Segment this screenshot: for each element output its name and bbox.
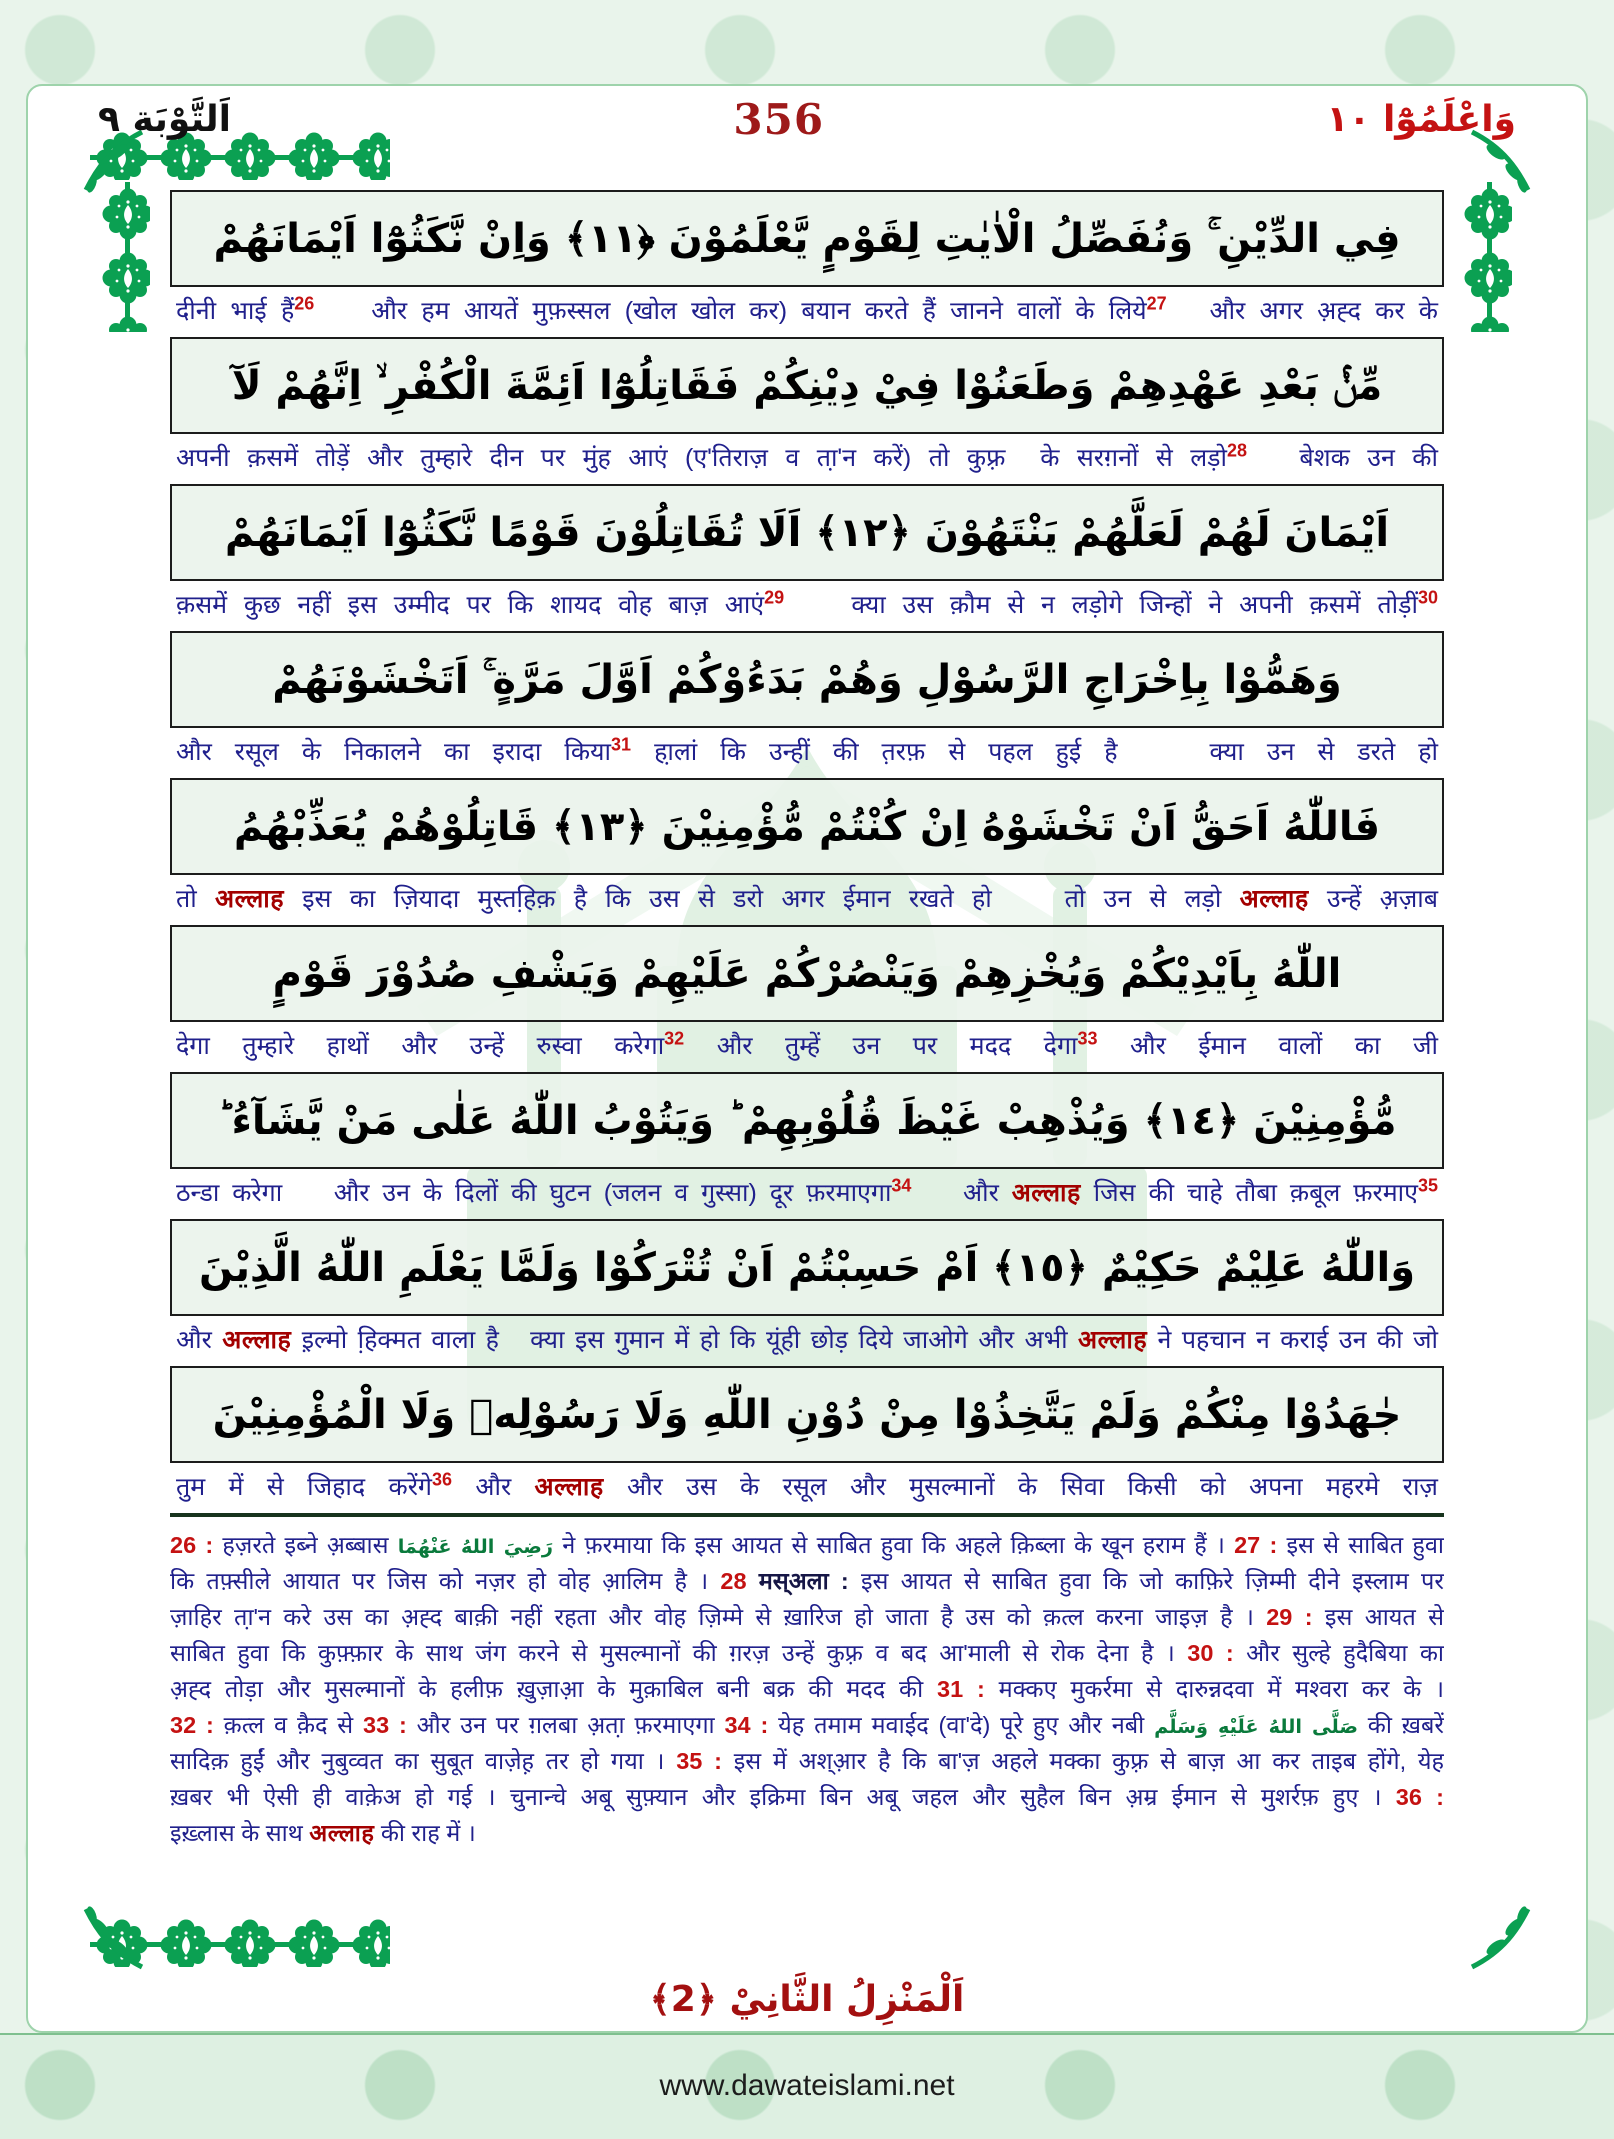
footnote-line: इख़्लास के साथ अल्लाह की राह में । [170,1820,476,1846]
quran-page-sheet [26,84,1588,2033]
footnote-line: 32 : क़त्ल व क़ैद से 33 : और उन पर ग़लबा अ़ता़ फ़रमाएगा 34 : येह तमाम मवाईद (वा'दे) पूरे हुए और नबी صَلَّى اللهُ عَلَيْهِ وَسَلَّم की ख़बरें [170,1712,1444,1738]
footer-band [0,2033,1614,2139]
content-column [170,190,1444,1917]
footnotes-block [170,1527,1444,1851]
footnote-line: कि तफ़्सीले आयात पर जिस को नज़र हो वोह आ़लिम है । 28 मस्अला : इस आयत से साबित हुवा कि जो काफ़िरे ज़िम्मी दीने इस्लाम पर [170,1568,1444,1594]
footnote-line: ख़बर भी ऐसी ही वाके़अ हो गई । चुनान्चे अबू सुफ़्यान और इक्रिमा बिन अबू जहल और सुहैल बिन अ़म्र ईमान से मुशर्रफ़ हुए । 36 : [170,1784,1444,1810]
hindi-translation-line: तुम में से जिहाद करेंगे$^{36}$ और अल्लाह और उस के रसूल और मुसल्मानों के सिवा किसी को अपना महरमे राज़ [176,1469,1438,1501]
footnote-line: ज़ाहिर ता़'न करे उस का अ़ह्द बाक़ी नहीं रहता और वोह ज़िम्मे से ख़ारिज हो जाता है उस को क़त्ल करना जाइज़ है । 29 : इस आयत से [170,1604,1444,1630]
footnote-line: 26 : हज़रते इब्ने अ़ब्बास رَضِيَ اللهُ عَنْهُمَا ने फ़रमाया कि इस आयत से साबित हुवा कि अहले क़िब्ला के खून हराम हैं । 27 : इस से साबित हुवा [170,1532,1444,1558]
hindi-translation-line: और रसूल के निकालने का इरादा किया$^{31}$ हा़लां कि उन्हीं की त़रफ़ से पहल हुई है क्या उन से डरते हो [176,734,1438,766]
arabic-verse-band: وَهَمُّوْا بِاِخْرَاجِ الرَّسُوْلِ وَهُمْ بَدَءُوْكُمْ اَوَّلَ مَرَّةٍ ۚ اَتَخْشَوْنَهُمْ [170,631,1444,728]
arabic-verse-band: اَيْمَانَ لَهُمْ لَعَلَّهُمْ يَنْتَهُوْنَ ﴿١٢﴾ اَلَا تُقَاتِلُوْنَ قَوْمًا نَّكَثُوْٓا اَيْمَانَهُمْ [170,484,1444,581]
hindi-translation-line: और अल्लाह इ़ल्मो हि़क्मत वाला है क्या इस गुमान में हो कि यूंही छोड़ दिये जाओगे और अभी अल्लाह ने पहचान न कराई उन की जो [176,1326,1439,1354]
hindi-translation-line: ठन्डा करेगा और उन के दिलों की घुटन (जलन व गुस्सा) दूर फ़रमाएगा$^{34}$ और अल्लाह जिस की चाहे तौबा क़बूल फ़रमाए$^{35}$ [176,1175,1438,1207]
surah-name-label: اَلتَّوْبَة ٩ [98,98,231,140]
corner-flourish-icon [82,1903,152,1973]
verse-list [170,190,1444,1509]
arabic-verse-band: فِي الدِّيْنِ ۚ وَنُفَصِّلُ الْاٰيٰتِ لِقَوْمٍ يَّعْلَمُوْنَ ﴿١١﴾ وَاِنْ نَّكَثُوْٓا اَيْمَانَهُمْ [170,190,1444,287]
hindi-translation-line: दीनी भाई हैं$^{26}$ और हम आयतें मुफ़स्सल (खोल खोल कर) बयान करते हैं जानने वालों के लिये$^{27}$ और अगर अ़ह्द कर के [176,293,1439,325]
footnote-line: अ़ह्द तोड़ा और मुसल्मानों के हलीफ़ ख़ुज़ाआ़ के मुक़ाबिल बनी बक्र की मदद की 31 : मक्कए मुकर्रमा से दारुन्नदवा में मश्वरा कर के । [170,1676,1444,1702]
ornament-border-left [102,182,150,332]
juz-marker-label: وَاعْلَمُوْٓا ١٠ [1326,98,1516,140]
page-number: 356 [733,94,825,144]
ornament-border-right [1464,182,1512,332]
arabic-verse-band: فَاللّٰهُ اَحَقُّ اَنْ تَخْشَوْهُ اِنْ كُنْتُمْ مُّؤْمِنِيْنَ ﴿١٣﴾ قَاتِلُوْهُمْ يُعَذِّبْهُمُ [170,778,1444,875]
page-header [98,88,1516,150]
hindi-translation-line: देगा तुम्हारे हाथों और उन्हें रुस्वा करेगा$^{32}$ और तुम्हें उन पर मदद देगा$^{33}$ और ईमान वालों का जी [176,1028,1438,1060]
hindi-translation-line: तो अल्लाह इस का ज़ियादा मुस्तहि़क़ है कि उस से डरो अगर ईमान रखते हो तो उन से लड़ो अल्लाह उन्हें अ़ज़ाब [176,885,1439,913]
corner-flourish-icon [1462,1903,1532,1973]
footnotes-separator [170,1513,1444,1517]
hindi-translation-line: क़समें कुछ नहीं इस उम्मीद पर कि शायद वोह बाज़ आएं$^{29}$ क्या उस क़ौम से न लड़ोगे जिन्हों ने अपनी क़समें तोड़ीं$^{30}$ [176,587,1438,619]
arabic-verse-band: اللّٰهُ بِاَيْدِيْكُمْ وَيُخْزِهِمْ وَيَنْصُرْكُمْ عَلَيْهِمْ وَيَشْفِ صُدُوْرَ قَوْمٍ [170,925,1444,1022]
footnote-line: साबित हुवा कि कुफ़्फ़ार के साथ जंग करने से मुसल्मानों की ग़रज़ उन्हें कुफ़्र व बद आ'माली से रोक देना है । 30 : और सुल्हे हुदैबिया का [170,1640,1444,1666]
arabic-verse-band: مُّؤْمِنِيْنَ ﴿١٤﴾ وَيُذْهِبْ غَيْظَ قُلُوْبِهِمْ ؕ وَيَتُوْبُ اللّٰهُ عَلٰى مَنْ يَّشَآءُ ؕ [170,1072,1444,1169]
hindi-translation-line: अपनी क़समें तोड़ें और तुम्हारे दीन पर मुंह आएं (ए'तिराज़ व ता़'न करें) तो कुफ़्र के सरग़नों से लड़ो$^{28}$ बेशक उन की [176,440,1438,472]
arabic-verse-band: مِّنْۢ بَعْدِ عَهْدِهِمْ وَطَعَنُوْا فِيْ دِيْنِكُمْ فَقَاتِلُوْٓا اَئِمَّةَ الْكُفْرِ ۙ اِنَّهُمْ لَآ [170,337,1444,434]
arabic-verse-band: جٰهَدُوْا مِنْكُمْ وَلَمْ يَتَّخِذُوْا مِنْ دُوْنِ اللّٰهِ وَلَا رَسُوْلِهٖ وَلَا الْمُؤْمِنِيْنَ [170,1366,1444,1463]
manzil-label: اَلْمَنْزِلُ الثَّانِيْ ﴿2﴾ [649,1978,965,2020]
footer-url: www.dawateislami.net [659,2069,955,2102]
arabic-verse-band: وَاللّٰهُ عَلِيْمٌ حَكِيْمٌ ﴿١٥﴾ اَمْ حَسِبْتُمْ اَنْ تُتْرَكُوْا وَلَمَّا يَعْلَمِ اللّٰهُ الَّذِيْنَ [170,1219,1444,1316]
footnote-line: सादिक़ हुईं और नुबुव्वत का सुबूत वाज़ेह़ तर हो गया । 35 : इस में अश्आ़र है कि बा'ज़ अहले मक्का कुफ़्र से बाज़ आ कर ताइब होंगे, येह [170,1748,1444,1774]
